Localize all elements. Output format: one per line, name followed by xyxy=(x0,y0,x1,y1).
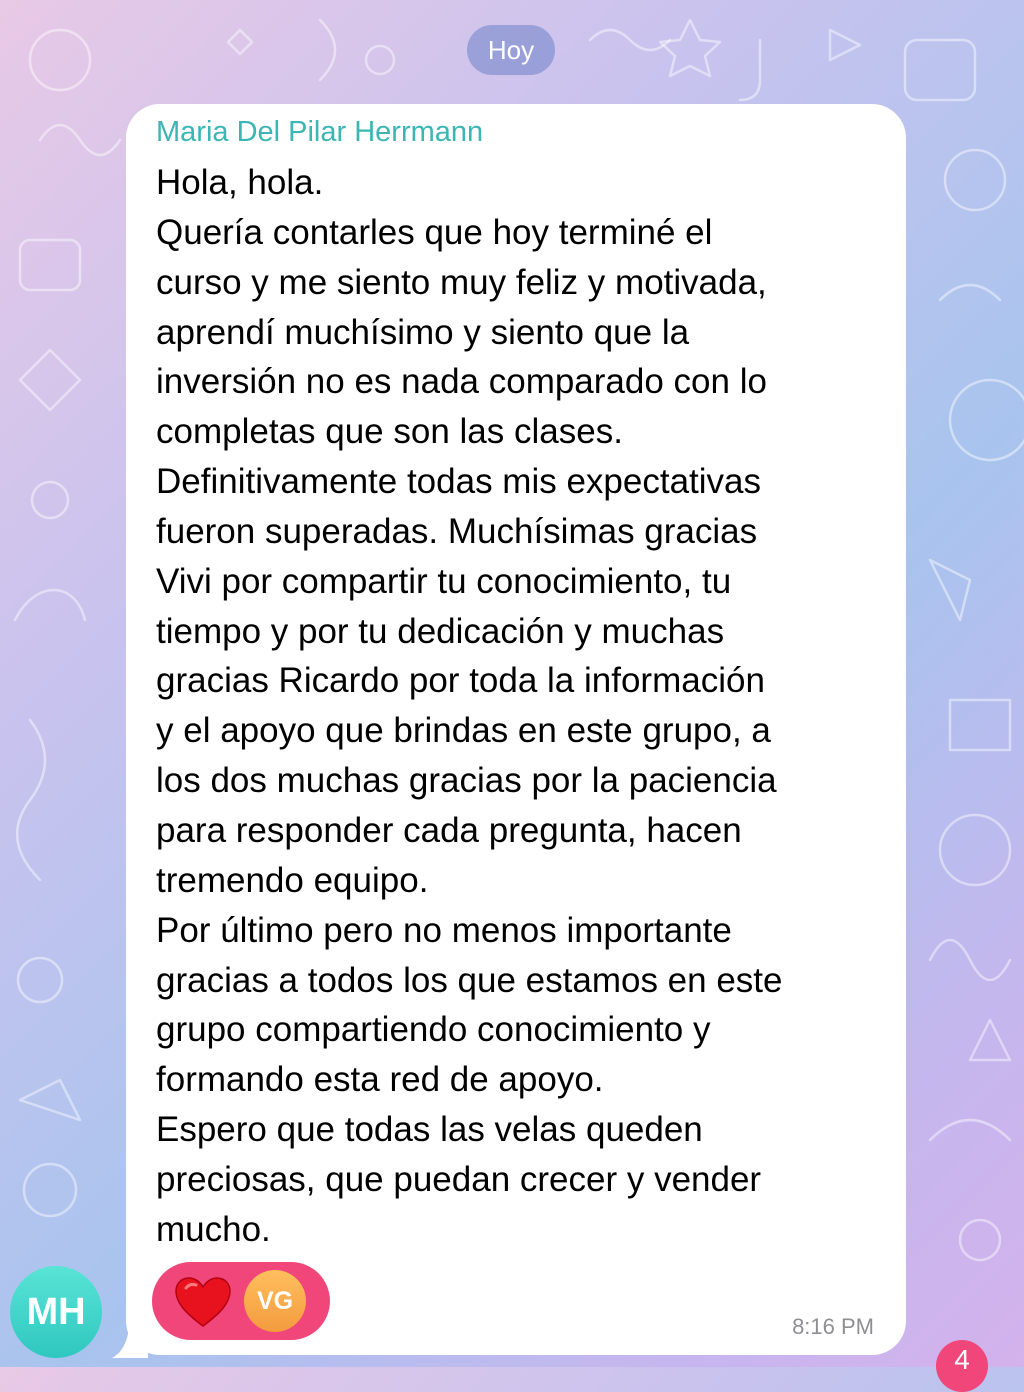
message-line: fueron superadas. Muchísimas gracias xyxy=(156,511,758,551)
message-line: Hola, hola. xyxy=(156,163,324,202)
message-line: tremendo equipo. xyxy=(156,860,429,900)
message-line: grupo compartiendo conocimiento y xyxy=(156,1010,711,1050)
message-line: los dos muchas gracias por la paciencia xyxy=(156,761,777,801)
date-separator: Hoy xyxy=(467,25,555,75)
message-line: y el apoyo que brindas en este grupo, a xyxy=(156,711,771,751)
message-line: formando esta red de apoyo. xyxy=(156,1060,604,1100)
message-line: para responder cada pregunta, hacen xyxy=(156,810,742,850)
reaction-button[interactable] xyxy=(152,1262,330,1340)
message-line: tiempo y por tu dedicación y muchas xyxy=(156,611,725,651)
message-line: gracias a todos los que estamos en este xyxy=(156,960,783,1000)
message-line: Espero que todas las velas queden xyxy=(156,1110,703,1150)
message-line: gracias Ricardo por toda la información xyxy=(156,661,765,701)
message-line: Quería contarles que hoy terminé el xyxy=(156,212,713,252)
message-line: aprendí muchísimo y siento que la xyxy=(156,312,690,352)
message-bubble[interactable] xyxy=(126,104,906,1355)
message-timestamp: 8:16 PM xyxy=(792,1314,874,1339)
message-line: curso y me siento muy feliz y motivada, xyxy=(156,262,767,302)
message-line: mucho. xyxy=(156,1209,271,1249)
message-line: Vivi por compartir tu conocimiento, tu xyxy=(156,561,732,601)
message-line: completas que son las clases. xyxy=(156,412,623,452)
message-line: inversión no es nada comparado con lo xyxy=(156,362,767,402)
message-line: Por último pero no menos importante xyxy=(156,910,732,950)
message-line: preciosas, que puedan crecer y vender xyxy=(156,1159,762,1199)
message-line: Definitivamente todas mis expectativas xyxy=(156,462,761,502)
heart-icon xyxy=(174,1276,232,1328)
sender-avatar[interactable]: MH xyxy=(10,1266,102,1358)
message-text xyxy=(156,158,896,1255)
reactor-avatar: VG xyxy=(244,1270,306,1332)
sender-name[interactable]: Maria Del Pilar Herrmann xyxy=(156,116,484,148)
unread-count-badge[interactable]: 4 xyxy=(936,1340,988,1392)
